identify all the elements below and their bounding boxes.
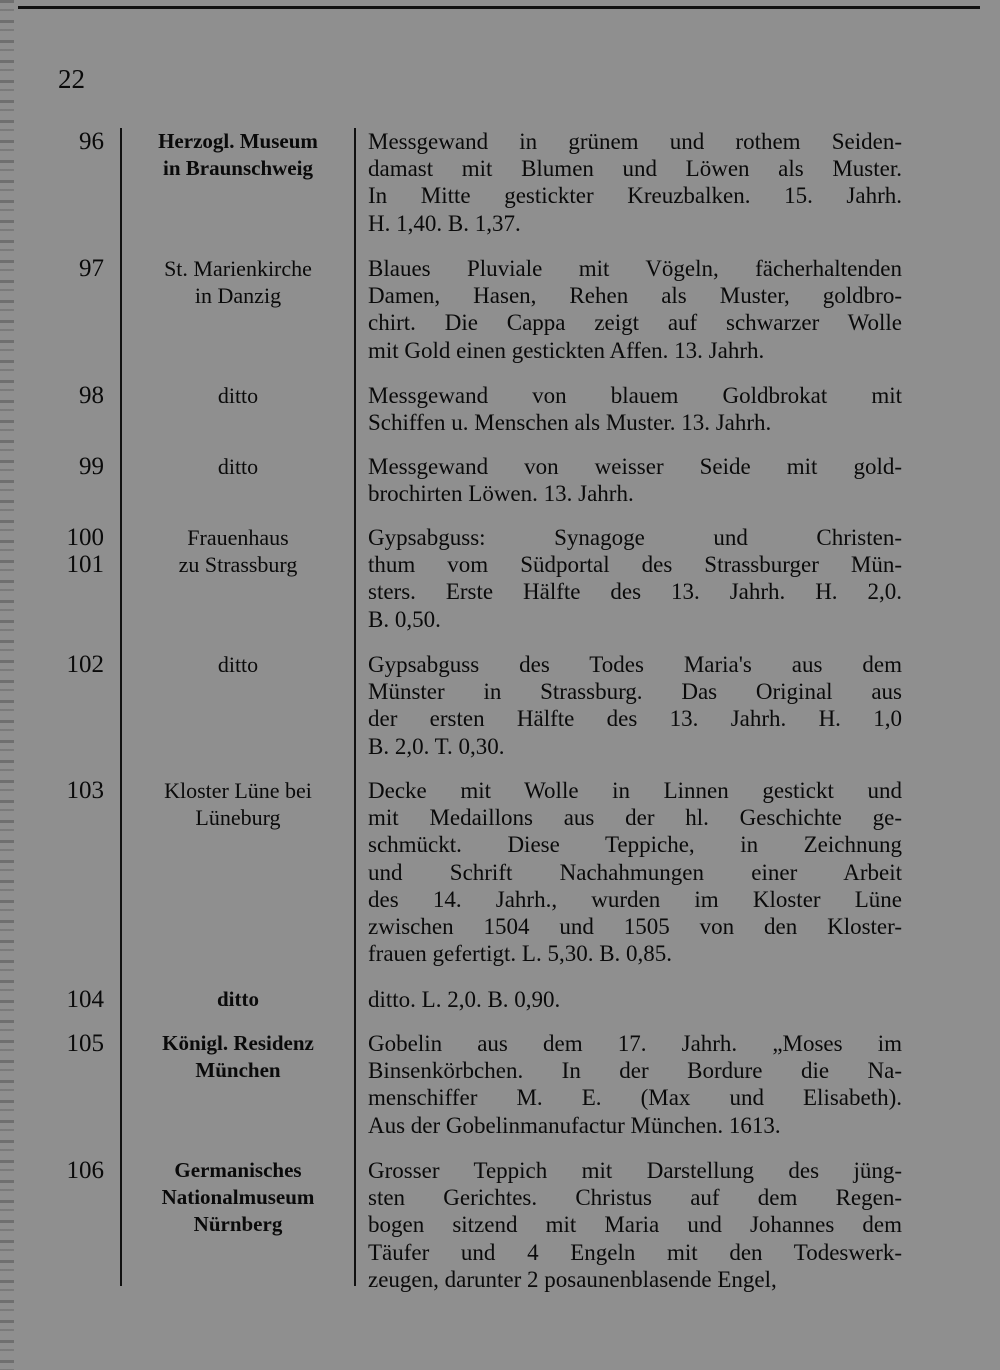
entry-location: Germanisches Nationalmuseum Nürnberg bbox=[161, 1158, 315, 1236]
page-number: 22 bbox=[58, 64, 85, 94]
description-line: Messgewand von weisser Seide mit gold- bbox=[368, 454, 902, 479]
entry-location: Kloster Lüne bei Lüneburg bbox=[164, 778, 312, 830]
entry-number: 97 bbox=[79, 255, 104, 282]
description-line: Aus der Gobelinmanufactur München. 1613. bbox=[368, 1112, 781, 1138]
entry-number: 106 bbox=[66, 1157, 104, 1184]
column-divider-right bbox=[354, 128, 356, 1286]
entry-number: 96 bbox=[79, 128, 104, 155]
description-line: der ersten Hälfte des 13. Jahrh. H. 1,0 bbox=[368, 706, 902, 732]
description-line: schmückt. Diese Teppiche, in Zeichnung bbox=[368, 832, 902, 858]
description-line: Gobelin aus dem 17. Jahrh. „Moses im bbox=[368, 1031, 902, 1056]
entry-location: Frauenhaus zu Strassburg bbox=[178, 525, 298, 577]
entry-number: 98 bbox=[79, 382, 104, 409]
description-line: Messgewand in grünem und rothem Seiden- bbox=[368, 129, 902, 154]
column-divider-left bbox=[120, 128, 122, 1286]
description-line: Decke mit Wolle in Linnen gestickt und bbox=[368, 778, 902, 803]
description-line: frauen gefertigt. L. 5,30. B. 0,85. bbox=[368, 941, 673, 967]
entry-description bbox=[368, 986, 902, 1013]
description-line: Münster in Strassburg. Das Original aus bbox=[368, 679, 902, 705]
description-line: bogen sitzend mit Maria und Johannes dem bbox=[368, 1212, 902, 1238]
description-line: sters. Erste Hälfte des 13. Jahrh. H. 2,0. bbox=[368, 579, 902, 605]
entry-location: Königl. Residenz München bbox=[162, 1031, 314, 1082]
description-line: Schiffen u. Menschen als Muster. 13. Jahrh. bbox=[368, 410, 772, 436]
description-line: brochirten Löwen. 13. Jahrh. bbox=[368, 481, 634, 507]
entry-description bbox=[368, 1030, 902, 1139]
description-line: chirt. Die Cappa zeigt auf schwarzer Wolle bbox=[368, 310, 902, 336]
entry-location: ditto bbox=[217, 652, 259, 677]
description-line: mit Gold einen gestickten Affen. 13. Jahrh. bbox=[368, 337, 765, 363]
entry-description bbox=[368, 524, 902, 633]
entry-location: Herzogl. Museum in Braunschweig bbox=[158, 129, 318, 180]
description-line: Grosser Teppich mit Darstellung des jüng- bbox=[368, 1158, 902, 1183]
description-line: damast mit Blumen und Löwen als Muster. bbox=[368, 156, 902, 182]
description-line: mit Medaillons aus der hl. Geschichte ge- bbox=[368, 805, 902, 831]
description-line: zeugen, darunter 2 posaunenblasende Engel, bbox=[368, 1266, 777, 1292]
description-line: menschiffer M. E. (Max und Elisabeth). bbox=[368, 1085, 902, 1111]
entry-number: 104 bbox=[66, 986, 104, 1013]
description-line: Binsenkörbchen. In der Bordure die Na- bbox=[368, 1058, 902, 1084]
entry-description bbox=[368, 128, 902, 237]
entry-number: 102 bbox=[66, 651, 104, 678]
entry-description bbox=[368, 651, 902, 760]
description-line: In Mitte gestickter Kreuzbalken. 15. Jahrh. bbox=[368, 183, 902, 209]
entry-location: St. Marienkirche in Danzig bbox=[164, 256, 312, 308]
description-line: und Schrift Nachahmungen einer Arbeit bbox=[368, 859, 902, 885]
entry-number: 100 101 bbox=[66, 524, 104, 578]
description-line: Gypsabguss: Synagoge und Christen- bbox=[368, 525, 902, 550]
description-line: des 14. Jahrh., wurden im Kloster Lüne bbox=[368, 886, 902, 912]
description-line: ditto. L. 2,0. B. 0,90. bbox=[368, 987, 561, 1012]
entry-location: ditto bbox=[217, 987, 259, 1011]
description-line: thum vom Südportal des Strassburger Mün- bbox=[368, 552, 902, 578]
entry-location: ditto bbox=[217, 454, 259, 479]
entry-number: 103 bbox=[66, 777, 104, 804]
scan-margin-noise bbox=[0, 0, 14, 1370]
entry-number: 99 bbox=[79, 453, 104, 480]
entry-location: ditto bbox=[217, 383, 259, 408]
description-line: zwischen 1504 und 1505 von den Kloster- bbox=[368, 914, 902, 940]
description-line: Messgewand von blauem Goldbrokat mit bbox=[368, 383, 902, 408]
top-rule bbox=[18, 6, 980, 9]
entry-description bbox=[368, 382, 902, 436]
description-line: B. 0,50. bbox=[368, 606, 441, 632]
entry-description bbox=[368, 1157, 902, 1293]
description-line: Damen, Hasen, Rehen als Muster, goldbro- bbox=[368, 283, 902, 309]
entry-description bbox=[368, 777, 902, 967]
description-line: H. 1,40. B. 1,37. bbox=[368, 210, 521, 236]
description-line: sten Gerichtes. Christus auf dem Regen- bbox=[368, 1185, 902, 1211]
entry-description bbox=[368, 453, 902, 507]
entry-description bbox=[368, 255, 902, 364]
entry-number: 105 bbox=[66, 1030, 104, 1057]
description-line: Gypsabguss des Todes Maria's aus dem bbox=[368, 652, 902, 677]
description-line: Blaues Pluviale mit Vögeln, fächerhaltenden bbox=[368, 256, 902, 281]
description-line: Täufer und 4 Engeln mit den Todeswerk- bbox=[368, 1239, 902, 1265]
description-line: B. 2,0. T. 0,30. bbox=[368, 733, 505, 759]
